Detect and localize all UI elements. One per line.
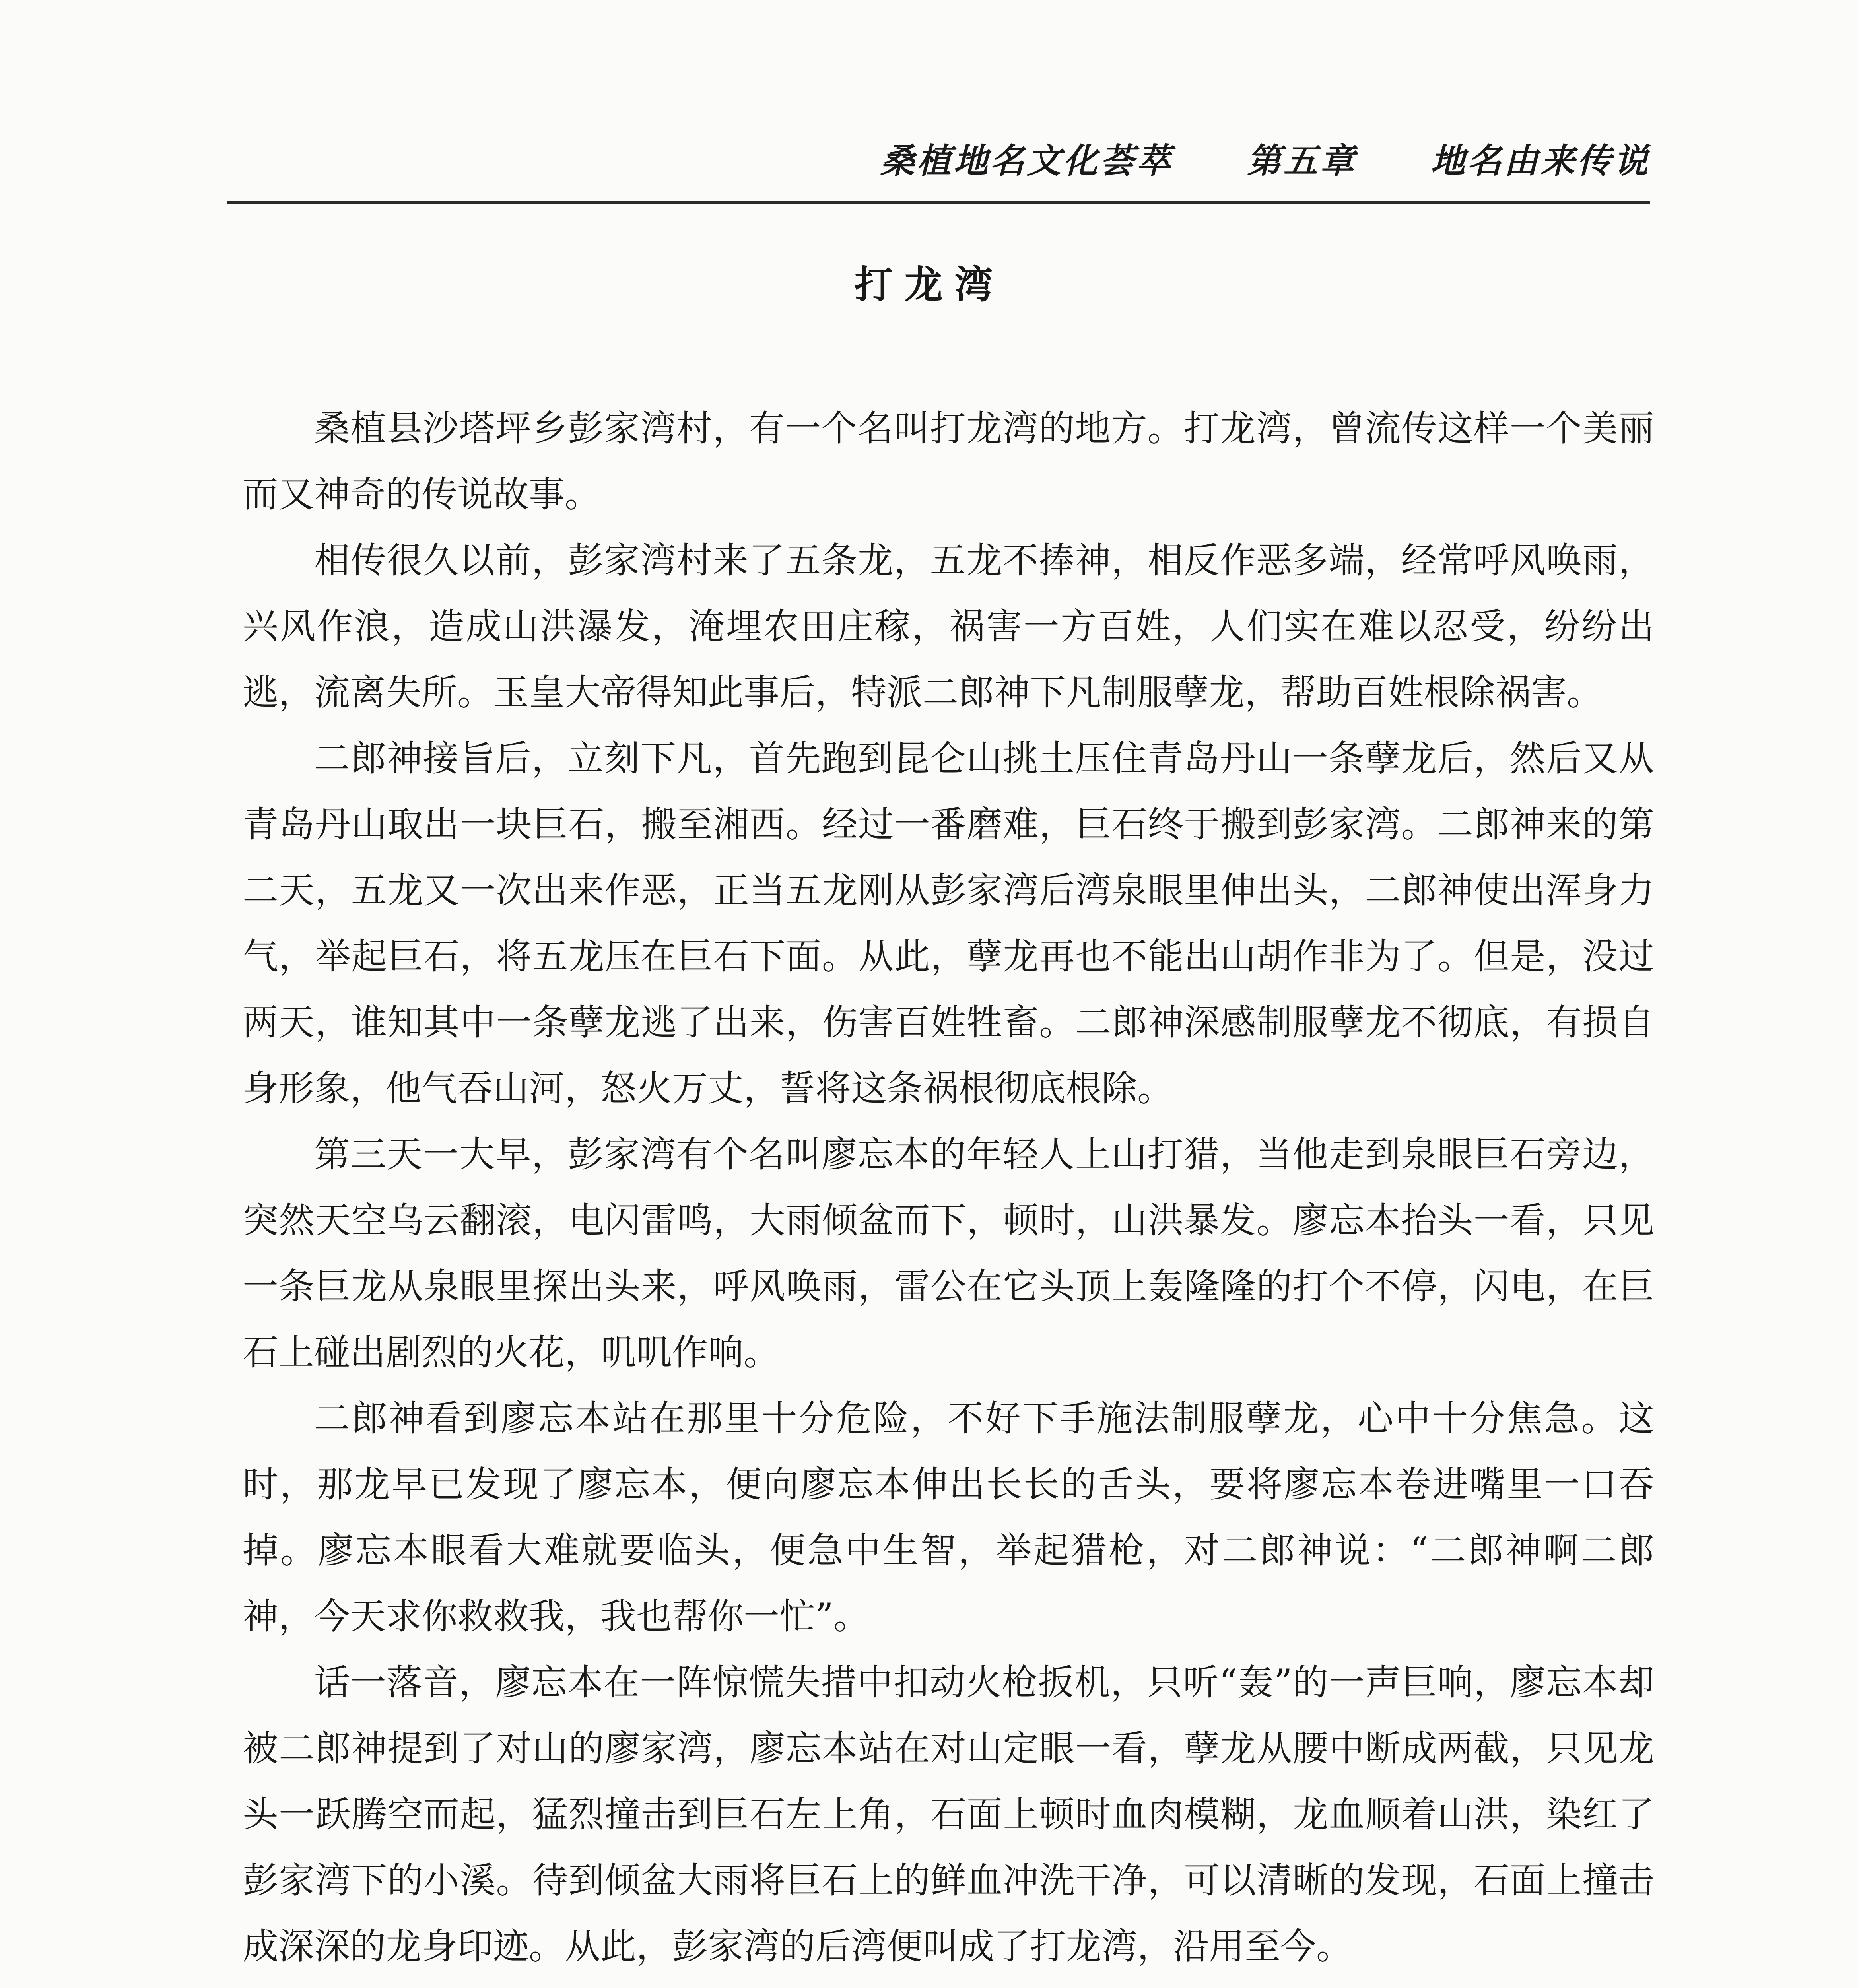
- paragraph: 相传很久以前，彭家湾村来了五条龙，五龙不捧神，相反作恶多端，经常呼风唤雨，兴风作浪，造成山洪瀑发，淹埋农田庄稼，祸害一方百姓，人们实在难以忍受，纷纷出逃，流离失所。玉皇大帝得知此事后，特派二郎神下凡制服孽龙，帮助百姓根除祸害。: [243, 540, 1654, 713]
- chapter-title: 地名由来传说: [1431, 141, 1650, 181]
- book-title: 桑植地名文化荟萃: [880, 141, 1173, 181]
- paragraph: 二郎神接旨后，立刻下凡，首先跑到昆仑山挑土压住青岛丹山一条孽龙后，然后又从青岛丹山取出一块巨石，搬至湘西。经过一番磨难，巨石终于搬到彭家湾。二郎神来的第二天，五龙又一次出来作恶，正当五龙刚从彭家湾后湾泉眼里伸出头，二郎神使出浑身力气，举起巨石，将五龙压在巨石下面。从此，孽龙再也不能出山胡作非为了。但是，没过两天，谁知其中一条孽龙逃了出来，伤害百姓牲畜。二郎神深感制服孽龙不彻底，有损自身形象，他气吞山河，怒火万丈，誓将这条祸根彻底根除。: [243, 738, 1654, 1109]
- paragraph: 桑植县沙塔坪乡彭家湾村，有一个名叫打龙湾的地方。打龙湾，曾流传这样一个美丽而又神奇的传说故事。: [243, 408, 1654, 515]
- paragraph: 第三天一大早，彭家湾有个名叫廖忘本的年轻人上山打猎，当他走到泉眼巨石旁边，突然天空乌云翻滚，电闪雷鸣，大雨倾盆而下，顿时，山洪暴发。廖忘本抬头一看，只见一条巨龙从泉眼里探出头来，呼风唤雨，雷公在它头顶上轰隆隆的打个不停，闪电，在巨石上碰出剧烈的火花，叽叽作响。: [243, 1134, 1654, 1373]
- article-title: 打龙湾: [854, 262, 1005, 307]
- article-body: [243, 396, 1654, 1988]
- running-header: [227, 133, 1650, 204]
- chapter-label: 第五章: [1247, 141, 1357, 181]
- paragraph: 二郎神看到廖忘本站在那里十分危险，不好下手施法制服孽龙，心中十分焦急。这时，那龙早已发现了廖忘本，便向廖忘本伸出长长的舌头，要将廖忘本卷进嘴里一口吞掉。廖忘本眼看大难就要临头，便急中生智，举起猎枪，对二郎神说：“二郎神啊二郎神，今天求你救救我，我也帮你一忙”。: [243, 1398, 1654, 1637]
- paragraph: [243, 1980, 1654, 1988]
- paragraph: 话一落音，廖忘本在一阵惊慌失措中扣动火枪扳机，只听“轰”的一声巨响，廖忘本却被二郎神提到了对山的廖家湾，廖忘本站在对山定眼一看，孽龙从腰中断成两截，只见龙头一跃腾空而起，猛烈撞击到巨石左上角，石面上顿时血肉模糊，龙血顺着山洪，染红了彭家湾下的小溪。待到倾盆大雨将巨石上的鲜血冲洗干净，可以清晰的发现，石面上撞击成深深的龙身印迹。从此，彭家湾的后湾便叫成了打龙湾，沿用至今。: [243, 1662, 1654, 1967]
